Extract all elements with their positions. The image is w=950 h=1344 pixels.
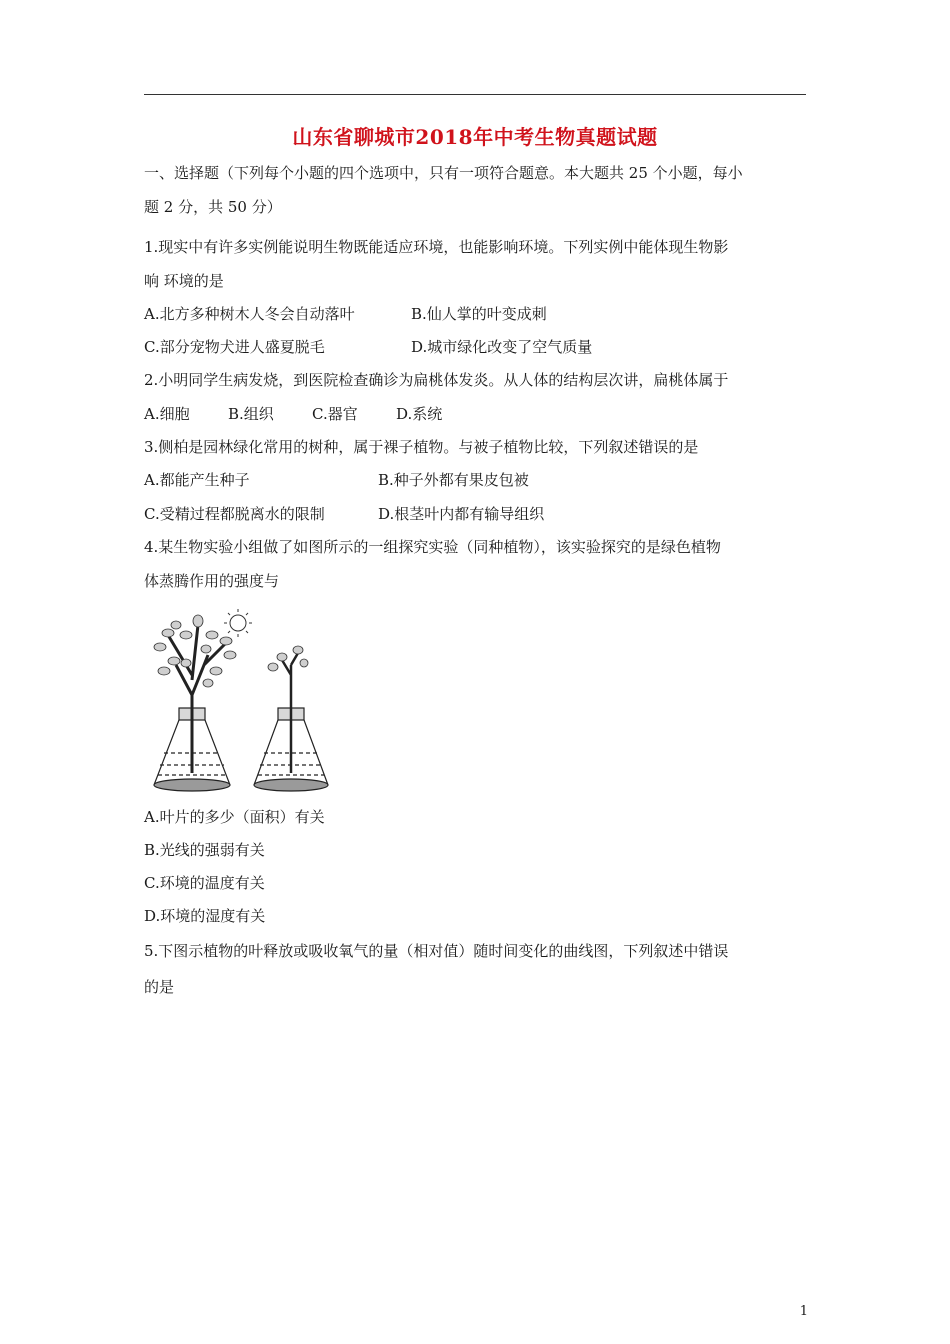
question-1-stem-line-1: 1.现实中有许多实例能说明生物既能适应环境，也能影响环境。下列实例中能体现生物影 [144,238,729,256]
page-title: 山东省聊城市2018年中考生物真题试题 [292,125,658,149]
question-2-option-b: B.组织 [228,405,274,423]
header-rule [144,94,806,95]
question-3-option-b: B.种子外都有果皮包被 [378,471,529,489]
transpiration-experiment-figure [146,605,336,801]
question-2-option-a: A.细胞 [144,405,190,423]
question-3-option-c: C.受精过程都脱离水的限制 [144,505,325,523]
question-4-stem-line-2: 体蒸腾作用的强度与 [144,572,280,590]
sun-icon [224,609,252,637]
question-4-option-c: C.环境的温度有关 [144,874,265,892]
question-2-option-d: D.系统 [396,405,443,423]
flask-with-leafy-branch [154,615,236,791]
question-2-option-c: C.器官 [312,405,358,423]
question-1-option-d: D.城市绿化改变了空气质量 [411,338,593,356]
question-1-option-b: B.仙人掌的叶变成刺 [411,305,547,323]
question-5-stem-line-2: 的是 [144,978,175,996]
question-3-stem: 3.侧柏是园林绿化常用的树种，属于裸子植物。与被子植物比较，下列叙述错误的是 [144,438,699,456]
flask-with-bare-branch [254,646,328,791]
question-3-option-a: A.都能产生种子 [144,471,250,489]
question-3-option-d: D.根茎叶内都有输导组织 [378,505,545,523]
question-5-stem-line-1: 5.下图示植物的叶释放或吸收氧气的量（相对值）随时间变化的曲线图，下列叙述中错误 [144,942,729,960]
question-4-option-a: A.叶片的多少（面积）有关 [144,808,325,826]
section-heading-line-1: 一、选择题（下列每个小题的四个选项中，只有一项符合题意。本大题共 25 个小题，每小 [144,164,743,182]
section-heading-line-2: 题 2 分，共 50 分） [144,198,282,216]
question-4-option-d: D.环境的湿度有关 [144,907,266,925]
question-1-option-a: A.北方多种树木人冬会自动落叶 [144,305,355,323]
question-1-stem-line-2: 响 环境的是 [144,272,224,290]
question-1-option-c: C.部分宠物犬进人盛夏脱毛 [144,338,325,356]
page-number: 1 [799,1304,808,1319]
question-4-stem-line-1: 4.某生物实验小组做了如图所示的一组探究实验（同种植物），该实验探究的是绿色植物 [144,538,721,556]
question-4-option-b: B.光线的强弱有关 [144,841,265,859]
question-2-stem: 2.小明同学生病发烧，到医院检查确诊为扁桃体发炎。从人体的结构层次讲，扁桃体属于 [144,371,729,389]
